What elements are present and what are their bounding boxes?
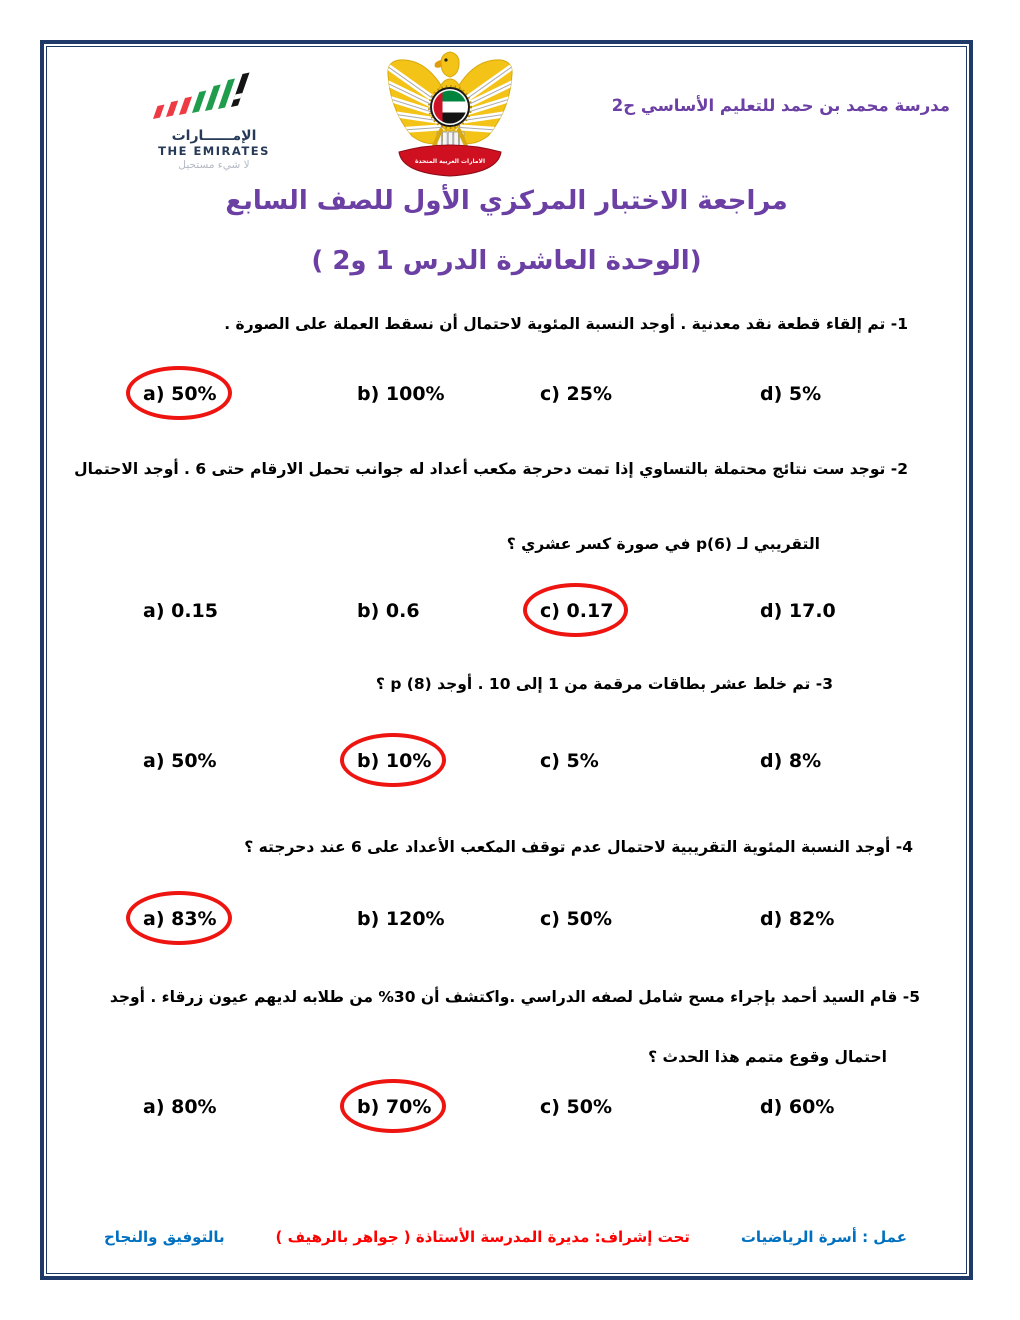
q2-option-b: b) 0.6 [357,600,420,622]
question-1-text: 1- تم إلقاء قطعة نقد معدنية . أوجد النسبة المئوية لاحتمال أن نسقط العملة على الصورة . [224,315,908,333]
emirates-stripes-icon [149,72,279,122]
emirates-logo-tagline: لا شيء مستحيل [178,159,250,171]
q3-option-a: a) 50% [143,750,217,772]
question-4-options [44,908,969,950]
q1-option-d: d) 5% [760,383,822,405]
q4-option-c: c) 50% [540,908,613,930]
footer-supervision-credit: تحت إشراف: مديرة المدرسة الأستاذة ( جواهر بالرهيف ) [275,1228,690,1246]
page-subtitle: (الوحدة العاشرة الدرس 1 و2 ) [311,246,702,276]
q4-option-d: d) 82% [760,908,835,930]
emirates-logo [144,72,284,171]
page-border [40,40,973,1280]
q5-option-d: d) 60% [760,1096,835,1118]
question-5-options [44,1096,969,1138]
uae-emblem-icon [385,50,515,182]
q3-option-b: b) 10% [357,750,432,772]
school-name: مدرسة محمد بن حمد للتعليم الأساسي ح2 [611,96,950,115]
q3-option-c: c) 5% [540,750,599,772]
question-4-text: 4- أوجد النسبة المئوية التقريبية لاحتمال عدم توقف المكعب الأعداد على 6 عند دحرجته ؟ [244,838,913,856]
q5-option-a: a) 80% [143,1096,217,1118]
question-2-text-line1: 2- توجد ست نتائج محتملة بالتساوي إذا تمت دحرجة مكعب أعداد له جوانب تحمل الارقام حتى 6 . أوجد الاحتمال [74,460,908,478]
question-3-text: 3- تم خلط عشر بطاقات مرقمة من 1 إلى 10 . أوجد p (8) ؟ [375,675,833,693]
footer-wish: بالتوفيق والنجاح [104,1228,225,1246]
q2-option-c: c) 0.17 [540,600,614,622]
q5-option-c: c) 50% [540,1096,613,1118]
footer-work-credit: عمل : أسرة الرياضيات [740,1228,907,1246]
q4-option-b: b) 120% [357,908,445,930]
q1-option-c: c) 25% [540,383,613,405]
q2-option-a: a) 0.15 [143,600,218,622]
q5-option-b: b) 70% [357,1096,432,1118]
emblem-banner-text: الامارات العربية المتحدة [414,158,486,165]
footer [104,1228,907,1246]
emirates-logo-english: THE EMIRATES [158,144,270,158]
q4-option-a: a) 83% [143,908,217,930]
question-5-text-line2: احتمال وقوع متمم هذا الحدث ؟ [648,1048,887,1066]
question-1-options [44,383,969,425]
page-title: مراجعة الاختبار المركزي الأول للصف السابع [225,186,788,216]
emirates-logo-arabic: الإمــــــارات [171,128,257,144]
q1-option-a: a) 50% [143,383,217,405]
q2-option-d: d) 17.0 [760,600,836,622]
question-3-options [44,750,969,792]
question-5-text-line1: 5- قام السيد أحمد بإجراء مسح شامل لصفه الدراسي .واكتشف أن 30% من طلابه لديهم عيون زرقاء . أوجد [109,988,920,1006]
question-2-options [44,600,969,642]
q1-option-b: b) 100% [357,383,445,405]
q3-option-d: d) 8% [760,750,822,772]
question-2-text-line2: التقريبي لـ p(6) في صورة كسر عشري ؟ [506,535,820,553]
